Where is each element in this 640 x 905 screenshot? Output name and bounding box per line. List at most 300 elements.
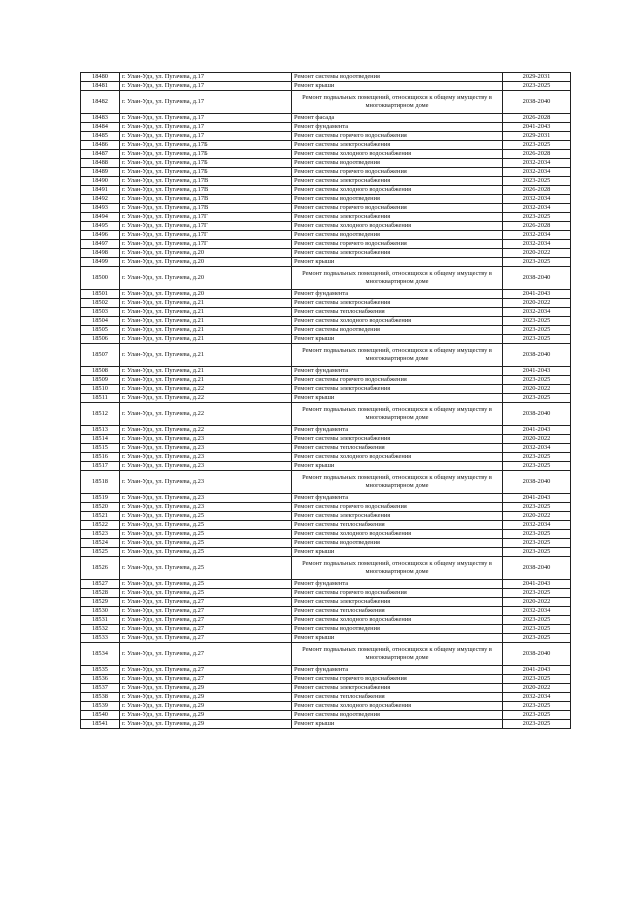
work-type-cell: Ремонт системы теплоснабжения (292, 308, 503, 317)
table-row (81, 367, 571, 376)
period-cell: 2038-2040 (503, 557, 571, 580)
row-number-cell: 18515 (81, 444, 120, 453)
table-row (81, 344, 571, 367)
period-cell: 2023-2025 (503, 539, 571, 548)
address-cell: г. Улан-Удэ, ул. Пугачева, д.17 (120, 91, 292, 114)
period-cell: 2038-2040 (503, 471, 571, 494)
period-cell: 2023-2025 (503, 335, 571, 344)
work-type-cell: Ремонт крыши (292, 394, 503, 403)
period-cell: 2032-2034 (503, 240, 571, 249)
address-cell: г. Улан-Удэ, ул. Пугачева, д.20 (120, 258, 292, 267)
table-row (81, 453, 571, 462)
address-cell: г. Улан-Удэ, ул. Пугачева, д.23 (120, 471, 292, 494)
table-row (81, 693, 571, 702)
work-type-cell: Ремонт системы холодного водоснабжения (292, 222, 503, 231)
period-cell: 2041-2043 (503, 666, 571, 675)
address-cell: г. Улан-Удэ, ул. Пугачева, д.21 (120, 367, 292, 376)
table-row (81, 548, 571, 557)
work-type-cell: Ремонт подвальных помещений, относящихся к общему имуществу в многоквартирном доме (292, 557, 503, 580)
work-type-cell: Ремонт системы теплоснабжения (292, 693, 503, 702)
work-type-cell: Ремонт системы электроснабжения (292, 435, 503, 444)
row-number-cell: 18528 (81, 589, 120, 598)
row-number-cell: 18529 (81, 598, 120, 607)
period-cell: 2032-2034 (503, 444, 571, 453)
row-number-cell: 18525 (81, 548, 120, 557)
table-row (81, 376, 571, 385)
work-type-cell: Ремонт системы горячего водоснабжения (292, 240, 503, 249)
address-cell: г. Улан-Удэ, ул. Пугачева, д.21 (120, 376, 292, 385)
work-type-cell: Ремонт системы электроснабжения (292, 177, 503, 186)
address-cell: г. Улан-Удэ, ул. Пугачева, д.17Г (120, 222, 292, 231)
period-cell: 2023-2025 (503, 141, 571, 150)
period-cell: 2023-2025 (503, 326, 571, 335)
row-number-cell: 18533 (81, 634, 120, 643)
address-cell: г. Улан-Удэ, ул. Пугачева, д.25 (120, 580, 292, 589)
table-row (81, 82, 571, 91)
table-row (81, 195, 571, 204)
table-row (81, 91, 571, 114)
period-cell: 2020-2022 (503, 512, 571, 521)
row-number-cell: 18490 (81, 177, 120, 186)
address-cell: г. Улан-Удэ, ул. Пугачева, д.27 (120, 616, 292, 625)
period-cell: 2023-2025 (503, 317, 571, 326)
table-row (81, 403, 571, 426)
address-cell: г. Улан-Удэ, ул. Пугачева, д.27 (120, 643, 292, 666)
table-row (81, 643, 571, 666)
table-row (81, 607, 571, 616)
period-cell: 2038-2040 (503, 344, 571, 367)
period-cell: 2038-2040 (503, 91, 571, 114)
address-cell: г. Улан-Удэ, ул. Пугачева, д.20 (120, 267, 292, 290)
table-row (81, 186, 571, 195)
address-cell: г. Улан-Удэ, ул. Пугачева, д.17Г (120, 240, 292, 249)
table-row (81, 580, 571, 589)
address-cell: г. Улан-Удэ, ул. Пугачева, д.27 (120, 607, 292, 616)
address-cell: г. Улан-Удэ, ул. Пугачева, д.21 (120, 308, 292, 317)
row-number-cell: 18507 (81, 344, 120, 367)
row-number-cell: 18535 (81, 666, 120, 675)
row-number-cell: 18503 (81, 308, 120, 317)
work-type-cell: Ремонт системы электроснабжения (292, 385, 503, 394)
row-number-cell: 18486 (81, 141, 120, 150)
work-type-cell: Ремонт фундамента (292, 426, 503, 435)
work-type-cell: Ремонт системы горячего водоснабжения (292, 204, 503, 213)
row-number-cell: 18483 (81, 114, 120, 123)
row-number-cell: 18505 (81, 326, 120, 335)
work-type-cell: Ремонт системы холодного водоснабжения (292, 530, 503, 539)
row-number-cell: 18510 (81, 385, 120, 394)
table-row (81, 684, 571, 693)
row-number-cell: 18522 (81, 521, 120, 530)
address-cell: г. Улан-Удэ, ул. Пугачева, д.25 (120, 548, 292, 557)
row-number-cell: 18499 (81, 258, 120, 267)
period-cell: 2023-2025 (503, 548, 571, 557)
period-cell: 2032-2034 (503, 521, 571, 530)
table-row (81, 204, 571, 213)
period-cell: 2032-2034 (503, 693, 571, 702)
table-row (81, 258, 571, 267)
address-cell: г. Улан-Удэ, ул. Пугачева, д.17Г (120, 213, 292, 222)
table-row (81, 114, 571, 123)
work-type-cell: Ремонт системы теплоснабжения (292, 444, 503, 453)
row-number-cell: 18494 (81, 213, 120, 222)
table-row (81, 634, 571, 643)
address-cell: г. Улан-Удэ, ул. Пугачева, д.27 (120, 666, 292, 675)
row-number-cell: 18527 (81, 580, 120, 589)
work-type-cell: Ремонт системы теплоснабжения (292, 521, 503, 530)
row-number-cell: 18539 (81, 702, 120, 711)
table-row (81, 290, 571, 299)
period-cell: 2038-2040 (503, 267, 571, 290)
address-cell: г. Улан-Удэ, ул. Пугачева, д.22 (120, 403, 292, 426)
table-row (81, 141, 571, 150)
period-cell: 2026-2028 (503, 222, 571, 231)
period-cell: 2026-2028 (503, 186, 571, 195)
address-cell: г. Улан-Удэ, ул. Пугачева, д.25 (120, 557, 292, 580)
row-number-cell: 18488 (81, 159, 120, 168)
row-number-cell: 18541 (81, 720, 120, 729)
period-cell: 2023-2025 (503, 376, 571, 385)
period-cell: 2032-2034 (503, 195, 571, 204)
row-number-cell: 18485 (81, 132, 120, 141)
table-row (81, 317, 571, 326)
table-row (81, 150, 571, 159)
period-cell: 2023-2025 (503, 589, 571, 598)
period-cell: 2020-2022 (503, 299, 571, 308)
period-cell: 2020-2022 (503, 385, 571, 394)
work-type-cell: Ремонт подвальных помещений, относящихся к общему имуществу в многоквартирном доме (292, 403, 503, 426)
row-number-cell: 18534 (81, 643, 120, 666)
row-number-cell: 18496 (81, 231, 120, 240)
period-cell: 2020-2022 (503, 598, 571, 607)
table-row (81, 267, 571, 290)
table-row (81, 385, 571, 394)
table-row (81, 471, 571, 494)
address-cell: г. Улан-Удэ, ул. Пугачева, д.25 (120, 521, 292, 530)
address-cell: г. Улан-Удэ, ул. Пугачева, д.27 (120, 598, 292, 607)
table-row (81, 177, 571, 186)
period-cell: 2029-2031 (503, 132, 571, 141)
address-cell: г. Улан-Удэ, ул. Пугачева, д.17Б (120, 168, 292, 177)
address-cell: г. Улан-Удэ, ул. Пугачева, д.23 (120, 462, 292, 471)
period-cell: 2023-2025 (503, 616, 571, 625)
work-type-cell: Ремонт фундамента (292, 367, 503, 376)
period-cell: 2020-2022 (503, 435, 571, 444)
row-number-cell: 18512 (81, 403, 120, 426)
row-number-cell: 18489 (81, 168, 120, 177)
table-row (81, 308, 571, 317)
period-cell: 2023-2025 (503, 258, 571, 267)
address-cell: г. Улан-Удэ, ул. Пугачева, д.17 (120, 114, 292, 123)
work-type-cell: Ремонт крыши (292, 258, 503, 267)
table-row (81, 503, 571, 512)
table-row (81, 168, 571, 177)
address-cell: г. Улан-Удэ, ул. Пугачева, д.27 (120, 625, 292, 634)
address-cell: г. Улан-Удэ, ул. Пугачева, д.25 (120, 539, 292, 548)
address-cell: г. Улан-Удэ, ул. Пугачева, д.25 (120, 512, 292, 521)
period-cell: 2023-2025 (503, 634, 571, 643)
work-type-cell: Ремонт подвальных помещений, относящихся к общему имуществу в многоквартирном доме (292, 643, 503, 666)
address-cell: г. Улан-Удэ, ул. Пугачева, д.29 (120, 702, 292, 711)
table-row (81, 598, 571, 607)
table-row (81, 616, 571, 625)
period-cell: 2020-2022 (503, 684, 571, 693)
period-cell: 2041-2043 (503, 290, 571, 299)
table-row (81, 326, 571, 335)
address-cell: г. Улан-Удэ, ул. Пугачева, д.29 (120, 720, 292, 729)
period-cell: 2023-2025 (503, 462, 571, 471)
table-row (81, 625, 571, 634)
table-row (81, 73, 571, 82)
row-number-cell: 18506 (81, 335, 120, 344)
period-cell: 2023-2025 (503, 530, 571, 539)
period-cell: 2038-2040 (503, 403, 571, 426)
period-cell: 2023-2025 (503, 675, 571, 684)
table-row (81, 159, 571, 168)
period-cell: 2023-2025 (503, 394, 571, 403)
row-number-cell: 18517 (81, 462, 120, 471)
row-number-cell: 18513 (81, 426, 120, 435)
address-cell: г. Улан-Удэ, ул. Пугачева, д.17В (120, 177, 292, 186)
address-cell: г. Улан-Удэ, ул. Пугачева, д.17Б (120, 141, 292, 150)
table-row (81, 213, 571, 222)
table-row (81, 444, 571, 453)
period-cell: 2023-2025 (503, 625, 571, 634)
work-type-cell: Ремонт системы водоотведения (292, 539, 503, 548)
row-number-cell: 18501 (81, 290, 120, 299)
work-type-cell: Ремонт подвальных помещений, относящихся к общему имуществу в многоквартирном доме (292, 91, 503, 114)
work-type-cell: Ремонт крыши (292, 634, 503, 643)
table-row (81, 494, 571, 503)
row-number-cell: 18536 (81, 675, 120, 684)
table-row (81, 335, 571, 344)
table-row (81, 720, 571, 729)
work-type-cell: Ремонт системы холодного водоснабжения (292, 702, 503, 711)
row-number-cell: 18530 (81, 607, 120, 616)
address-cell: г. Улан-Удэ, ул. Пугачева, д.23 (120, 503, 292, 512)
work-type-cell: Ремонт системы электроснабжения (292, 249, 503, 258)
address-cell: г. Улан-Удэ, ул. Пугачева, д.21 (120, 299, 292, 308)
table-row (81, 711, 571, 720)
row-number-cell: 18519 (81, 494, 120, 503)
row-number-cell: 18498 (81, 249, 120, 258)
table-row (81, 512, 571, 521)
table-row (81, 666, 571, 675)
work-type-cell: Ремонт крыши (292, 462, 503, 471)
row-number-cell: 18500 (81, 267, 120, 290)
row-number-cell: 18518 (81, 471, 120, 494)
address-cell: г. Улан-Удэ, ул. Пугачева, д.17 (120, 132, 292, 141)
work-type-cell: Ремонт системы холодного водоснабжения (292, 453, 503, 462)
row-number-cell: 18538 (81, 693, 120, 702)
work-type-cell: Ремонт системы электроснабжения (292, 299, 503, 308)
work-type-cell: Ремонт крыши (292, 335, 503, 344)
work-type-cell: Ремонт фасада (292, 114, 503, 123)
work-type-cell: Ремонт системы теплоснабжения (292, 607, 503, 616)
work-type-cell: Ремонт системы электроснабжения (292, 684, 503, 693)
period-cell: 2041-2043 (503, 123, 571, 132)
work-type-cell: Ремонт подвальных помещений, относящихся к общему имуществу в многоквартирном доме (292, 344, 503, 367)
table-row (81, 123, 571, 132)
address-cell: г. Улан-Удэ, ул. Пугачева, д.17Г (120, 231, 292, 240)
row-number-cell: 18493 (81, 204, 120, 213)
address-cell: г. Улан-Удэ, ул. Пугачева, д.17 (120, 123, 292, 132)
period-cell: 2023-2025 (503, 720, 571, 729)
work-type-cell: Ремонт системы холодного водоснабжения (292, 317, 503, 326)
row-number-cell: 18524 (81, 539, 120, 548)
period-cell: 2041-2043 (503, 494, 571, 503)
row-number-cell: 18531 (81, 616, 120, 625)
address-cell: г. Улан-Удэ, ул. Пугачева, д.25 (120, 530, 292, 539)
table-row (81, 539, 571, 548)
work-type-cell: Ремонт подвальных помещений, относящихся к общему имуществу в многоквартирном доме (292, 471, 503, 494)
work-type-cell: Ремонт системы водоотведения (292, 195, 503, 204)
table-row (81, 231, 571, 240)
address-cell: г. Улан-Удэ, ул. Пугачева, д.22 (120, 394, 292, 403)
table-row (81, 702, 571, 711)
table-row (81, 240, 571, 249)
address-cell: г. Улан-Удэ, ул. Пугачева, д.25 (120, 589, 292, 598)
row-number-cell: 18523 (81, 530, 120, 539)
work-type-cell: Ремонт крыши (292, 548, 503, 557)
work-type-cell: Ремонт системы водоотведения (292, 159, 503, 168)
row-number-cell: 18497 (81, 240, 120, 249)
address-cell: г. Улан-Удэ, ул. Пугачева, д.29 (120, 693, 292, 702)
work-type-cell: Ремонт системы водоотведения (292, 231, 503, 240)
period-cell: 2032-2034 (503, 204, 571, 213)
row-number-cell: 18526 (81, 557, 120, 580)
address-cell: г. Улан-Удэ, ул. Пугачева, д.29 (120, 684, 292, 693)
period-cell: 2023-2025 (503, 177, 571, 186)
row-number-cell: 18491 (81, 186, 120, 195)
work-type-cell: Ремонт системы холодного водоснабжения (292, 186, 503, 195)
work-type-cell: Ремонт фундамента (292, 494, 503, 503)
period-cell: 2023-2025 (503, 702, 571, 711)
address-cell: г. Улан-Удэ, ул. Пугачева, д.27 (120, 634, 292, 643)
period-cell: 2041-2043 (503, 580, 571, 589)
table-row (81, 299, 571, 308)
period-cell: 2029-2031 (503, 73, 571, 82)
work-type-cell: Ремонт крыши (292, 82, 503, 91)
table-row (81, 132, 571, 141)
row-number-cell: 18509 (81, 376, 120, 385)
period-cell: 2032-2034 (503, 308, 571, 317)
period-cell: 2020-2022 (503, 249, 571, 258)
address-cell: г. Улан-Удэ, ул. Пугачева, д.27 (120, 675, 292, 684)
row-number-cell: 18537 (81, 684, 120, 693)
work-type-cell: Ремонт фундамента (292, 290, 503, 299)
table-row (81, 521, 571, 530)
period-cell: 2026-2028 (503, 114, 571, 123)
table-row (81, 249, 571, 258)
row-number-cell: 18481 (81, 82, 120, 91)
row-number-cell: 18514 (81, 435, 120, 444)
work-type-cell: Ремонт фундамента (292, 123, 503, 132)
address-cell: г. Улан-Удэ, ул. Пугачева, д.21 (120, 317, 292, 326)
address-cell: г. Улан-Удэ, ул. Пугачева, д.22 (120, 385, 292, 394)
row-number-cell: 18520 (81, 503, 120, 512)
table-row (81, 530, 571, 539)
table-row (81, 435, 571, 444)
work-type-cell: Ремонт системы горячего водоснабжения (292, 589, 503, 598)
address-cell: г. Улан-Удэ, ул. Пугачева, д.17 (120, 82, 292, 91)
period-cell: 2023-2025 (503, 82, 571, 91)
period-cell: 2023-2025 (503, 213, 571, 222)
work-type-cell: Ремонт системы водоотведения (292, 326, 503, 335)
address-cell: г. Улан-Удэ, ул. Пугачева, д.21 (120, 344, 292, 367)
period-cell: 2032-2034 (503, 168, 571, 177)
work-type-cell: Ремонт подвальных помещений, относящихся к общему имуществу в многоквартирном доме (292, 267, 503, 290)
row-number-cell: 18511 (81, 394, 120, 403)
table-row (81, 462, 571, 471)
work-type-cell: Ремонт системы водоотведения (292, 73, 503, 82)
work-type-cell: Ремонт системы электроснабжения (292, 141, 503, 150)
period-cell: 2023-2025 (503, 711, 571, 720)
row-number-cell: 18516 (81, 453, 120, 462)
period-cell: 2032-2034 (503, 607, 571, 616)
table-body (81, 73, 571, 729)
work-type-cell: Ремонт системы электроснабжения (292, 598, 503, 607)
address-cell: г. Улан-Удэ, ул. Пугачева, д.20 (120, 249, 292, 258)
address-cell: г. Улан-Удэ, ул. Пугачева, д.22 (120, 426, 292, 435)
row-number-cell: 18504 (81, 317, 120, 326)
address-cell: г. Улан-Удэ, ул. Пугачева, д.21 (120, 326, 292, 335)
period-cell: 2032-2034 (503, 231, 571, 240)
period-cell: 2041-2043 (503, 426, 571, 435)
table-row (81, 589, 571, 598)
address-cell: г. Улан-Удэ, ул. Пугачева, д.17В (120, 186, 292, 195)
table-row (81, 675, 571, 684)
row-number-cell: 18492 (81, 195, 120, 204)
address-cell: г. Улан-Удэ, ул. Пугачева, д.23 (120, 453, 292, 462)
period-cell: 2023-2025 (503, 503, 571, 512)
work-type-cell: Ремонт системы горячего водоснабжения (292, 168, 503, 177)
repair-schedule-table (80, 72, 571, 729)
work-type-cell: Ремонт системы электроснабжения (292, 213, 503, 222)
row-number-cell: 18508 (81, 367, 120, 376)
work-type-cell: Ремонт системы холодного водоснабжения (292, 150, 503, 159)
work-type-cell: Ремонт фундамента (292, 580, 503, 589)
address-cell: г. Улан-Удэ, ул. Пугачева, д.17Б (120, 150, 292, 159)
work-type-cell: Ремонт системы горячего водоснабжения (292, 503, 503, 512)
address-cell: г. Улан-Удэ, ул. Пугачева, д.21 (120, 335, 292, 344)
row-number-cell: 18495 (81, 222, 120, 231)
address-cell: г. Улан-Удэ, ул. Пугачева, д.17 (120, 73, 292, 82)
address-cell: г. Улан-Удэ, ул. Пугачева, д.17В (120, 204, 292, 213)
work-type-cell: Ремонт системы горячего водоснабжения (292, 132, 503, 141)
address-cell: г. Улан-Удэ, ул. Пугачева, д.23 (120, 435, 292, 444)
period-cell: 2032-2034 (503, 159, 571, 168)
work-type-cell: Ремонт системы электроснабжения (292, 512, 503, 521)
row-number-cell: 18540 (81, 711, 120, 720)
row-number-cell: 18482 (81, 91, 120, 114)
row-number-cell: 18480 (81, 73, 120, 82)
row-number-cell: 18487 (81, 150, 120, 159)
address-cell: г. Улан-Удэ, ул. Пугачева, д.29 (120, 711, 292, 720)
work-type-cell: Ремонт системы холодного водоснабжения (292, 616, 503, 625)
table-row (81, 394, 571, 403)
work-type-cell: Ремонт системы водоотведения (292, 711, 503, 720)
work-type-cell: Ремонт системы горячего водоснабжения (292, 376, 503, 385)
address-cell: г. Улан-Удэ, ул. Пугачева, д.17Б (120, 159, 292, 168)
address-cell: г. Улан-Удэ, ул. Пугачева, д.23 (120, 444, 292, 453)
document-page (80, 72, 568, 729)
period-cell: 2023-2025 (503, 453, 571, 462)
row-number-cell: 18502 (81, 299, 120, 308)
period-cell: 2041-2043 (503, 367, 571, 376)
address-cell: г. Улан-Удэ, ул. Пугачева, д.17В (120, 195, 292, 204)
table-row (81, 426, 571, 435)
